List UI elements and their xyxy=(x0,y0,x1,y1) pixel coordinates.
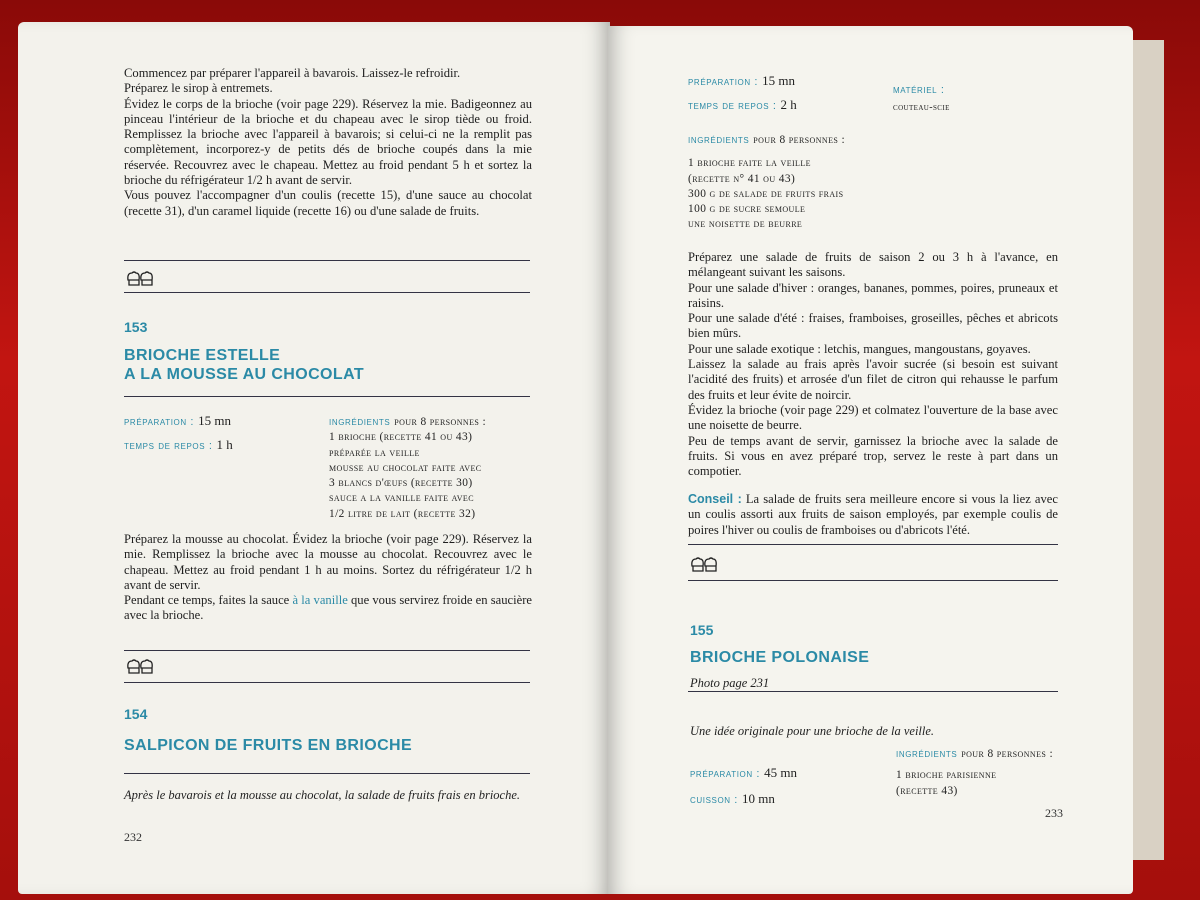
recipe-153-times: préparation : 15 mn temps de repos : 1 h xyxy=(124,413,233,452)
recipe-155-ingredients: ingrédients pour 8 personnes : 1 brioche parisienne (recette 43) xyxy=(896,748,1054,797)
page-number-right: 233 xyxy=(1045,806,1063,820)
page-number-left: 232 xyxy=(124,830,142,844)
divider xyxy=(688,544,1058,545)
chef-hat-icon xyxy=(690,556,720,574)
recipe-155-times: préparation : 45 mn cuisson : 10 mn xyxy=(690,765,797,806)
recipe-title-155: BRIOCHE POLONAISE xyxy=(690,649,870,666)
recipe-154-times: préparation : 15 mn temps de repos : 2 h xyxy=(688,73,797,112)
recipe-154-material: matériel : couteau-scie xyxy=(893,84,950,113)
recipe-number-154: 154 xyxy=(124,706,148,722)
recipe-title-154: SALPICON DE FRUITS EN BRIOCHE xyxy=(124,737,413,754)
left-page xyxy=(18,22,610,894)
photo-reference: Photo page 231 xyxy=(690,676,770,690)
recipe-153-steps: Préparez la mousse au chocolat. Évidez la brioche (voir page 229). Réservez la mie. Remplissez la brioche avec la mousse au chocolat. Recouvrez avec le chapeau. Mettez au froid pendant 1 h au moins. Sortez du réfrigérateur 1/2 h avant de servir. Pendant ce temps, faites la sauce à la vanille que vous servirez froide en saucière avec la brioche. xyxy=(124,532,532,623)
recipe-number-155: 155 xyxy=(690,622,714,638)
divider xyxy=(688,580,1058,581)
recipe-155-intro: Une idée originale pour une brioche de la veille. xyxy=(690,724,935,738)
recipe-154-ingredients: ingrédients pour 8 personnes : 1 brioche faite la veille (recette n° 41 ou 43) 300 g de salade de fruits frais 100 g de sucre semoule une noisette de beurre xyxy=(688,134,846,231)
divider xyxy=(124,396,530,397)
chef-hat-icon xyxy=(126,658,156,676)
chef-hat-icon xyxy=(126,270,156,288)
divider xyxy=(124,650,530,651)
recipe-title-153: BRIOCHE ESTELLE A LA MOUSSE AU CHOCOLAT xyxy=(124,347,365,383)
divider xyxy=(688,691,1058,692)
divider xyxy=(124,260,530,261)
recipe-number-153: 153 xyxy=(124,319,148,335)
conseil-note: Conseil : La salade de fruits sera meilleure encore si vous la liez avec un coulis assorti aux fruits de saison employés, par exemple coulis de poires l'hiver ou coulis de framboises ou d'abricots l'été. xyxy=(688,492,1058,537)
recipe-154-steps: Préparez une salade de fruits de saison 2 ou 3 h à l'avance, en mélangeant suivant les saisons. Pour une salade d'hiver : oranges, bananes, pommes, poires, pruneaux et raisins. Pour une salade d'été : fraises, framboises, groseilles, pêches et abricots bien mûrs. Pour une salade exotique : letchis, mangues, mangoustans, goyaves. Laissez la salade au frais après l'avoir sucrée (si besoin est suivant l'acidité des fruits) et arrosée d'un filet de citron qui rehausse le parfum des fruits et leur évite de noircir. Évidez la brioche (voir page 229) et colmatez l'ouverture de la base avec une noisette de beurre. Peu de temps avant de servir, garnissez la brioche avec la salade de fruits. Si vous en avez préparé trop, servez le reste à part dans un compotier. xyxy=(688,250,1058,479)
divider xyxy=(124,682,530,683)
right-page xyxy=(608,26,1133,894)
divider xyxy=(124,773,530,774)
recipe-153-ingredients: ingrédients pour 8 personnes : 1 brioche (recette 41 ou 43) préparée la veille mousse au chocolat faite avec 3 blancs d'œufs (recette 30) sauce a la vanille faite avec 1/2 litre de lait (recette 32) xyxy=(329,416,487,520)
recipe-154-intro: Après le bavarois et la mousse au chocolat, la salade de fruits frais en brioche. xyxy=(124,788,521,802)
divider xyxy=(124,292,530,293)
intro-text: Commencez par préparer l'appareil à bavarois. Laissez-le refroidir. Préparez le sirop à entremets. Évidez le corps de la brioche (voir page 229). Réservez la mie. Badigeonnez au pinceau l'intérieur de la brioche et du chapeau avec le sirop tiède ou froid. Remplissez la brioche avec l'appareil à bavarois; si celui-ci ne la remplit pas complètement, incorporez-y de petits dés de brioche coupés dans la mie réservée. Recouvrez avec le chapeau. Mettez au froid pendant 5 h et sortez la brioche du réfrigérateur 1/2 h avant de servir. Vous pouvez l'accompagner d'un coulis (recette 15), d'une sauce au chocolat (recette 31), d'un caramel liquide (recette 16) ou d'une salade de fruits. xyxy=(124,66,532,218)
